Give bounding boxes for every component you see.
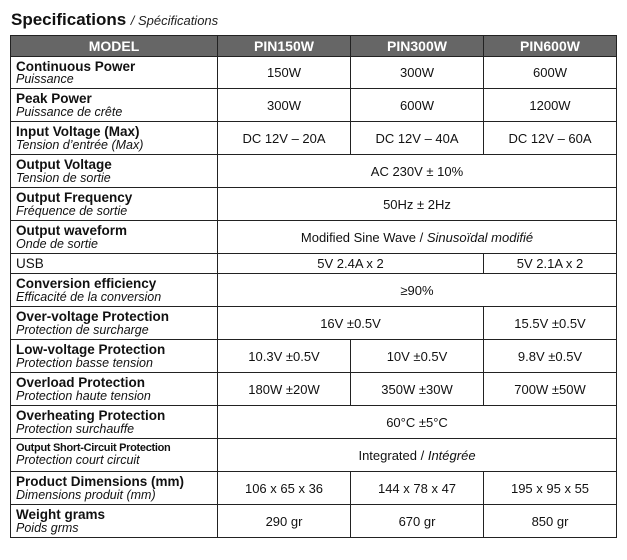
row-label <box>11 254 218 274</box>
row-label <box>11 307 218 340</box>
cell-pin600w: DC 12V – 60A <box>484 122 617 155</box>
label-en: Output waveform <box>16 223 128 238</box>
label-en: Conversion efficiency <box>16 276 157 291</box>
row-label <box>11 373 218 406</box>
row-output-voltage <box>11 155 617 188</box>
label-fr: Protection basse tension <box>16 355 153 370</box>
cell-pin600w: 600W <box>484 57 617 89</box>
label-fr: Puissance de crête <box>16 104 123 119</box>
row-label <box>11 155 218 188</box>
row-label <box>11 122 218 155</box>
cell-pin600w: 700W ±50W <box>484 373 617 406</box>
row-conversion-efficiency <box>11 274 617 307</box>
cell-pin150w: 180W ±20W <box>218 373 351 406</box>
label-fr: Tension d’entrée (Max) <box>16 137 144 152</box>
specifications-table <box>10 35 617 538</box>
cell-all-models: 60°C ±5°C <box>218 406 617 439</box>
cell-pin300w: 300W <box>351 57 484 89</box>
header-pin600w: PIN600W <box>484 36 617 57</box>
cell-pin600w: 9.8V ±0.5V <box>484 340 617 373</box>
cell-pin600w: 15.5V ±0.5V <box>484 307 617 340</box>
table-header-row <box>11 36 617 57</box>
value-en: Modified Sine Wave / <box>300 229 427 245</box>
cell-all-models: 50Hz ± 2Hz <box>218 188 617 221</box>
cell-pin300w: DC 12V – 40A <box>351 122 484 155</box>
title-sub: / Spécifications <box>130 13 219 28</box>
label-fr: Protection court circuit <box>16 453 140 468</box>
cell-pin150w: 150W <box>218 57 351 89</box>
cell-pin150w-pin300w: 5V 2.4A x 2 <box>218 254 484 274</box>
row-peak-power <box>11 89 617 122</box>
row-short-circuit-protection <box>11 439 617 472</box>
cell-pin150w: 290 gr <box>218 505 351 538</box>
label-en: Overload Protection <box>16 375 146 390</box>
row-label <box>11 406 218 439</box>
cell-pin150w: 300W <box>218 89 351 122</box>
label-en: Low-voltage Protection <box>16 342 166 357</box>
row-label <box>11 274 218 307</box>
label-en: Over-voltage Protection <box>16 309 170 324</box>
cell-pin300w: 350W ±30W <box>351 373 484 406</box>
value-fr: Sinusoïdal modifié <box>426 229 534 245</box>
title-main: Specifications <box>11 10 127 29</box>
label-fr: Protection haute tension <box>16 388 151 403</box>
row-overload-protection <box>11 373 617 406</box>
label-en: Output Short-Circuit Protection <box>16 442 171 455</box>
header-pin300w: PIN300W <box>351 36 484 57</box>
row-usb <box>11 254 617 274</box>
row-output-waveform <box>11 221 617 254</box>
row-label <box>11 340 218 373</box>
label-fr: Puissance <box>16 72 74 86</box>
row-input-voltage <box>11 122 617 155</box>
label-fr: Fréquence de sortie <box>16 203 128 218</box>
cell-pin300w: 600W <box>351 89 484 122</box>
row-over-voltage-protection <box>11 307 617 340</box>
row-label <box>11 439 218 472</box>
header-pin150w: PIN150W <box>218 36 351 57</box>
row-label <box>11 505 218 538</box>
label-fr: Tension de sortie <box>16 170 111 185</box>
label-fr: Onde de sortie <box>16 236 98 251</box>
label-en: Overheating Protection <box>16 408 166 423</box>
label-fr: Protection de surcharge <box>16 322 149 337</box>
cell-pin300w: 670 gr <box>351 505 484 538</box>
cell-all-models: AC 230V ± 10% <box>218 155 617 188</box>
label-en: Weight grams <box>16 507 106 522</box>
value-fr: Intégrée <box>427 447 476 463</box>
cell-pin600w: 850 gr <box>484 505 617 538</box>
label-en: Input Voltage (Max) <box>16 124 140 139</box>
row-label <box>11 221 218 254</box>
row-output-frequency <box>11 188 617 221</box>
cell-pin600w: 1200W <box>484 89 617 122</box>
row-overheating-protection <box>11 406 617 439</box>
row-continuous-power <box>11 57 617 89</box>
row-weight <box>11 505 617 538</box>
label-fr: Protection surchauffe <box>16 421 135 436</box>
label-en: USB <box>16 255 44 271</box>
cell-all-models: ≥90% <box>218 274 617 307</box>
cell-pin300w: 144 x 78 x 47 <box>351 472 484 505</box>
row-low-voltage-protection <box>11 340 617 373</box>
label-en: Output Voltage <box>16 157 112 172</box>
label-en: Product Dimensions (mm) <box>16 474 185 489</box>
value-en: Integrated / <box>358 447 428 463</box>
header-model: MODEL <box>11 36 218 57</box>
page-title <box>11 10 218 30</box>
cell-pin600w: 5V 2.1A x 2 <box>484 254 617 274</box>
cell-all-models <box>218 439 617 472</box>
cell-pin600w: 195 x 95 x 55 <box>484 472 617 505</box>
cell-all-models <box>218 221 617 254</box>
label-en: Peak Power <box>16 91 92 106</box>
label-fr: Poids grms <box>16 520 79 535</box>
label-en: Continuous Power <box>16 58 136 74</box>
cell-pin150w: 10.3V ±0.5V <box>218 340 351 373</box>
row-label <box>11 89 218 122</box>
row-label <box>11 57 218 89</box>
label-fr: Dimensions produit (mm) <box>16 487 156 502</box>
cell-pin300w: 10V ±0.5V <box>351 340 484 373</box>
label-en: Output Frequency <box>16 190 133 205</box>
row-label <box>11 472 218 505</box>
row-label <box>11 188 218 221</box>
cell-pin150w: 106 x 65 x 36 <box>218 472 351 505</box>
row-product-dimensions <box>11 472 617 505</box>
cell-pin150w-pin300w: 16V ±0.5V <box>218 307 484 340</box>
cell-pin150w: DC 12V – 20A <box>218 122 351 155</box>
label-fr: Efficacité de la conversion <box>16 289 162 304</box>
